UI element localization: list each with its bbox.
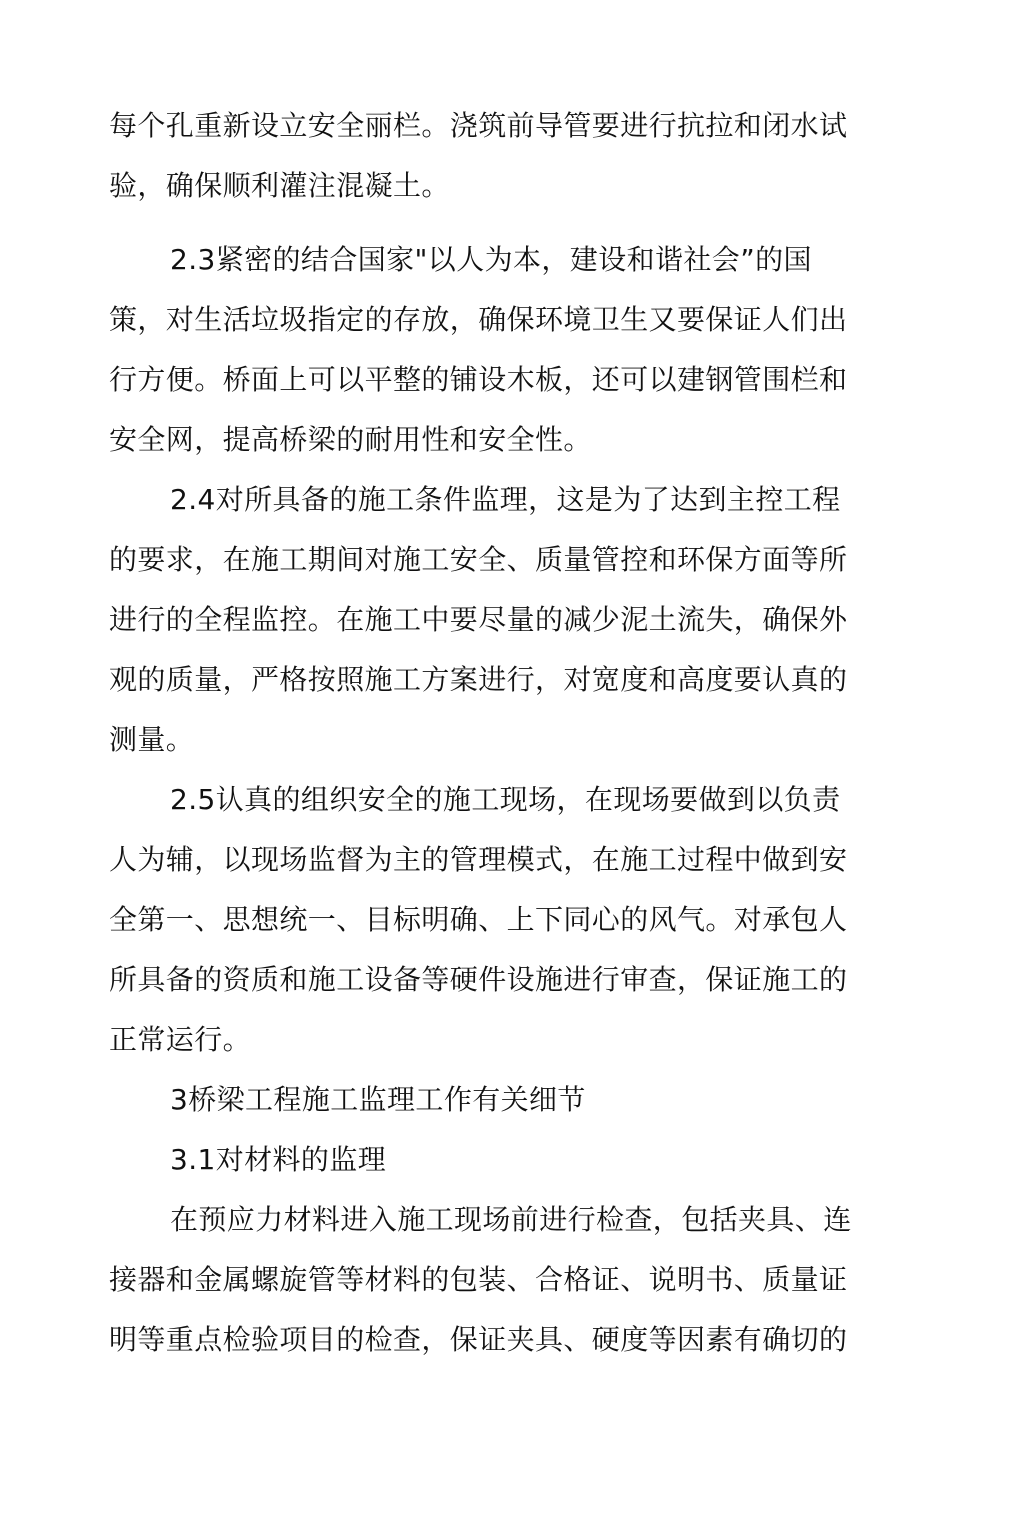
text-line: 策，对生活垃圾指定的存放，确保环境卫生又要保证人们出 — [109, 303, 848, 336]
text-line: 2.5认真的组织安全的施工现场，在现场要做到以负责 — [170, 783, 841, 816]
text-line: 进行的全程监控。在施工中要尽量的减少泥土流失，确保外 — [109, 603, 848, 636]
text-line: 测量。 — [109, 723, 195, 756]
text-line: 每个孔重新设立安全丽栏。浇筑前导管要进行抗拉和闭水试 — [109, 109, 848, 142]
text-line: 接器和金属螺旋管等材料的包装、合格证、说明书、质量证 — [109, 1263, 848, 1296]
text-line: 人为辅，以现场监督为主的管理模式，在施工过程中做到安 — [109, 843, 848, 876]
text-line: 在预应力材料进入施工现场前进行检查，包括夹具、连 — [170, 1203, 852, 1236]
text-line: 行方便。桥面上可以平整的铺设木板，还可以建钢管围栏和 — [109, 363, 848, 396]
text-line: 观的质量，严格按照施工方案进行，对宽度和高度要认真的 — [109, 663, 848, 696]
text-line: 安全网，提高桥梁的耐用性和安全性。 — [109, 423, 592, 456]
text-line: 验，确保顺利灌注混凝土。 — [109, 169, 450, 202]
text-line: 全第一、思想统一、目标明确、上下同心的风气。对承包人 — [109, 903, 848, 936]
text-line: 2.4对所具备的施工条件监理，这是为了达到主控工程 — [170, 483, 841, 516]
subsection-heading: 3.1对材料的监理 — [170, 1143, 387, 1176]
text-line: 所具备的资质和施工设备等硬件设施进行审查，保证施工的 — [109, 963, 848, 996]
text-line: 正常运行。 — [109, 1023, 252, 1056]
text-line: 明等重点检验项目的检查，保证夹具、硬度等因素有确切的 — [109, 1323, 848, 1356]
text-line: 2.3紧密的结合国家"以人为本，建设和谐社会”的国 — [170, 243, 812, 276]
section-heading: 3桥梁工程施工监理工作有关细节 — [170, 1083, 586, 1116]
text-line: 的要求，在施工期间对施工安全、质量管控和环保方面等所 — [109, 543, 848, 576]
